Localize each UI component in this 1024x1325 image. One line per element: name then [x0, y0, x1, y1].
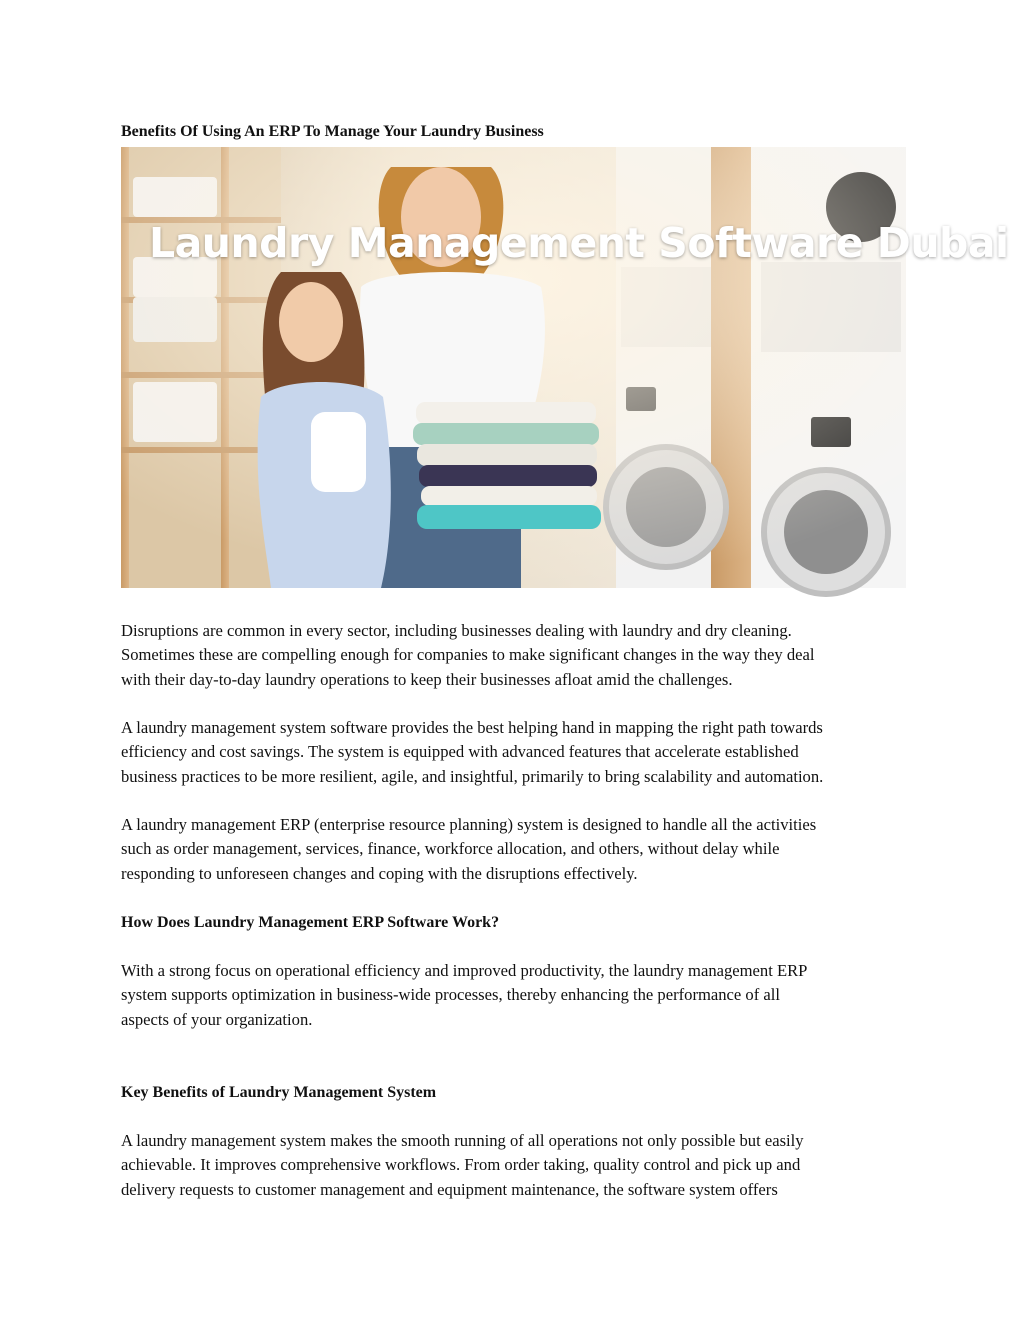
paragraph-line: aspects of your organization. [121, 1009, 313, 1029]
heading-key-benefits: Key Benefits of Laundry Management System [121, 1084, 437, 1101]
paragraph-2 [121, 716, 911, 789]
paragraph-line: system supports optimization in business-wide processes, thereby enhancing the performance of all [121, 985, 780, 1005]
paragraph-line: efficiency and cost savings. The system is equipped with advanced features that accelerate established [121, 742, 799, 762]
paragraph-line: with their day-to-day laundry operations to keep their businesses afloat amid the challenges. [121, 669, 733, 689]
document-title: Benefits Of Using An ERP To Manage Your Laundry Business [121, 123, 544, 140]
paragraph-line: such as order management, services, finance, workforce allocation, and others, without delay while [121, 839, 780, 859]
paragraph-line: achievable. It improves comprehensive workflows. From order taking, quality control and pick up and [121, 1155, 801, 1175]
heading-how-it-works: How Does Laundry Management ERP Software Work? [121, 914, 500, 931]
paragraph-line: business practices to be more resilient, agile, and insightful, primarily to bring scalability and automation. [121, 766, 824, 786]
paragraph-3 [121, 813, 911, 886]
hero-overlay-title: Laundry Management Software Dubai [149, 219, 1009, 267]
paragraph-4 [121, 959, 911, 1032]
paragraph-line: A laundry management ERP (enterprise resource planning) system is designed to handle all the activities [121, 815, 817, 834]
paragraph-1 [121, 619, 911, 692]
paragraph-line: A laundry management system makes the smooth running of all operations not only possible but easily [121, 1131, 804, 1150]
paragraph-line: A laundry management system software provides the best helping hand in mapping the right path towards [121, 718, 823, 737]
paragraph-line: delivery requests to customer management and equipment maintenance, the software system offers [121, 1179, 778, 1199]
paragraph-line: Sometimes these are compelling enough for companies to make significant changes in the way they deal [121, 645, 815, 665]
paragraph-line: responding to unforeseen changes and coping with the disruptions effectively. [121, 863, 638, 883]
hero-image [121, 147, 1009, 588]
hero-photo-laundry [121, 147, 906, 588]
paragraph-line: With a strong focus on operational efficiency and improved productivity, the laundry management ERP [121, 961, 808, 980]
paragraph-5 [121, 1129, 911, 1202]
paragraph-line: Disruptions are common in every sector, including businesses dealing with laundry and dry cleaning. [121, 621, 792, 640]
